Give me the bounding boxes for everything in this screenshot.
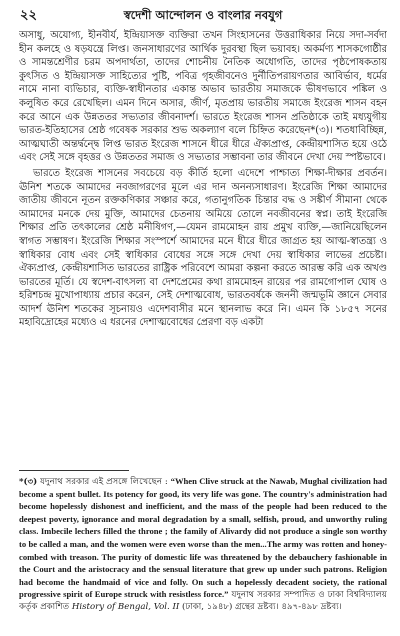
body-text — [19, 29, 387, 464]
paragraph: অসাধু, অযোগ্য, হীনবীর্য, ইন্দ্রিয়াসক্ত ব্যক্তিরা তখন সিংহাসনের উত্তরাধিকার নিয়ে সদা-সর্বদা হীন কলহে ও ষড়যন্ত্রে লিপ্ত। জনসাধারণের আর্থিক দুরবস্থা ছিল ভয়াবহ। অকর্মণ্য শাসকগোষ্ঠীর ও সামন্তশ্রেণীর চরম অপদার্থতা, তাদের শোচনীয় নৈতিক অধোগতি, তাদের পৃষ্ঠপোষকতায় কুৎসিত ও ইন্দ্রিয়াসক্ত সাহিত্যের পুষ্টি, পবিত্র গৃহজীবনেও দুর্নীতিপরায়ণতার আবির্ভাব, ধর্মের নামে নানা ব্যভিচার, ব্যক্তি-স্বাধীনতার একান্ত অভাব ভারতীয় সমাজকে ভীষণভাবে পঙ্কিল ও কলুষিত করে রেখেছিল। এমন দিনে অসার, জীর্ণ, মৃতপ্রায় ভারতীয় সমাজে ইংরেজ শাসন বহন করে আনে এক উন্নততর সভ্যতার জীবনাদর্শ। ভারতে ইংরেজ শাসন প্রতিষ্ঠাকে তাই মধ্যযুগীয় ভারত-ইতিহাসের শ্রেষ্ঠ গবেষক সরকার শুভ অকল্যাণ বলে চিহ্নিত করেছেন*(৩)। শতধাবিচ্ছিন্ন, আত্মঘাতী অন্তর্দ্বন্দ্বে লিপ্ত ভারত ইংরেজ শাসনে ধীরে ধীরে ঐক্যপ্রাপ্ত, কেন্দ্রীয়শাসিত হয়ে ওঠে এবং সেই সঙ্গে বৃহত্তর ও উন্নততর সমাজ ও সভ্যতার সম্ভাবনা তার জীবনে দেখা দেয় স্পষ্টভাবে। — [19, 30, 387, 164]
footnote-book-title: History of Bengal, Vol. II — [71, 601, 180, 612]
footnote-source: যদুনাথ সরকার সম্পাদিত ও ঢাকা বিশ্ববিদ্যালয় কর্তৃক প্রকাশিত — [19, 590, 387, 612]
footnote-marker: *(৩) — [19, 477, 38, 487]
footnote — [19, 476, 387, 628]
footnote-quote: “When Clive struck at the Nawab, Mughal civilization had become a spent bullet. Its potency for good, its very life was gone. The country's administration had become hopelessly dishonest and inefficient, and the mass of the people had been reduced to the deepest poverty, ignorance and moral degradation by a small, selfish, proud, and unworthy ruling class. Imbecile lechers filled the throne ; the family of Alivardy did not produce a single son worthy to be called a man, and the women were even worse than the men...The army was rotten and honey-combed with treason. The purity of domestic life was threatened by the debauchery fashionable in the Court and the aristocracy and the sensual literature that grew up under such patrons. Religion had become the handmaid of vice and folly. On such a hopelessly decadent society, the rational progressive spirit of Europe struck with resistless force.” — [19, 476, 387, 600]
footnote-divider — [19, 470, 129, 471]
footnote-intro: যদুনাথ সরকার এই প্রসঙ্গে লিখেছেন : — [40, 477, 168, 487]
footnote-citation: (ঢাকা, ১৯৪৮) গ্রন্থের দ্রষ্টব্য। ৪৯৭-৪৯৮ দ্রষ্টব্য। — [182, 601, 342, 612]
page-number: ২২ — [20, 7, 37, 23]
running-title: স্বদেশী আন্দোলন ও বাংলার নবযুগ — [123, 7, 283, 22]
paragraph: ভারতে ইংরেজ শাসনের সবচেয়ে বড় কীর্তি হলো এদেশে পাশ্চাত্য শিক্ষা-দীক্ষার প্রবর্তন। ঊনিশ শতকে আমাদের নবজাগরণের মূলে এর দান অনন্যসাধারণ। ইংরেজি শিক্ষা আমাদের জাতীয় জীবনে নূতন রক্তকণিকার সঞ্চার করে, গতানুগতিক চিন্তার বদ্ধ ও সঙ্কীর্ণ সীমানা থেকে আমাদের মনকে দেয় মুক্তি, আমাদের চেতনায় অমিয়ে তোলে নবজীবনের স্বপ্ন। তাই ইংরেজি শিক্ষার প্রতি তৎকালের শ্রেষ্ঠ মনীষিগণ,—যেমন রামমোহন রায় প্রমুখ ব্যক্তি,—জানিয়েছিলেন স্বাগত সম্ভাষণ। ইংরেজি শিক্ষার সংস্পর্শে আমাদের মনে ধীরে ধীরে জাগ্রত হয় আত্ম-স্বাতন্ত্র্য ও স্বাধিকার বোধ এবং সেই স্বাধিকার বোধের সঙ্গে সঙ্গে দেখা দেয় স্বাধিকার লাভের প্রচেষ্টা। ঐক্যপ্রাপ্ত, কেন্দ্রীয়শাসিত ভারতের রাষ্ট্রিক পরিবেশে আমরা কল্পনা করতে আরম্ভ করি এক অখণ্ড ভারতের মূর্তি। যে স্বদেশ-বাৎসল্য বা দেশপ্রেমের কথা রামমোহন রায়ের পর রামগোপাল ঘোষ ও হরিশচন্দ্র মুখোপাধ্যায় প্রচার করেন, সেই দেশাত্মবোধ, ভারতবর্ষকে জননী জন্মভূমি জ্ঞানে সেবার আদর্শ ঊনিশ শতকের সূচনায়ও এদেশবাসীর মনে স্থানলাভ করে নি। এমন কি ১৮৫৭ সনের মহাবিদ্রোহের মধ্যেও এ ধরনের দেশাত্মবোধের প্রেরণা বড় একটা — [19, 167, 387, 329]
page-header — [20, 6, 386, 26]
